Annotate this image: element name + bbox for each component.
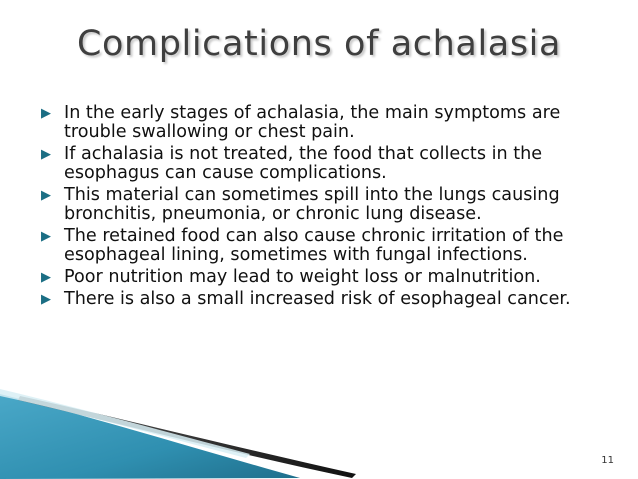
bullet-text: If achalasia is not treated, the food that collects in the esophagus can cause complications. (64, 144, 543, 183)
arrow-bullet-icon: ▶ (41, 188, 51, 203)
arrow-bullet-icon: ▶ (41, 292, 51, 307)
swoosh-teal-shape (0, 394, 300, 479)
bullet-text: There is also a small increased risk of esophageal cancer. (64, 289, 571, 309)
decorative-swoosh (0, 388, 360, 479)
arrow-bullet-icon: ▶ (41, 106, 51, 121)
page-number: 11 (601, 455, 614, 466)
arrow-bullet-icon: ▶ (41, 270, 51, 285)
bullet-text: The retained food can also cause chronic irritation of the esophageal lining, sometimes with fungal infections. (64, 226, 564, 265)
bullet-text: In the early stages of achalasia, the main symptoms are trouble swallowing or chest pain. (64, 103, 561, 142)
arrow-bullet-icon: ▶ (41, 147, 51, 162)
bullet-item (40, 268, 615, 287)
bullet-list (40, 104, 615, 312)
bullet-item (40, 290, 615, 309)
bullet-item (40, 227, 615, 265)
bullet-item (40, 186, 615, 224)
bullet-item (40, 104, 615, 142)
slide-title: Complications of achalasia (76, 24, 562, 64)
bullet-text: This material can sometimes spill into the lungs causing bronchitis, pneumonia, or chronic lung disease. (64, 185, 560, 224)
bullet-text: Poor nutrition may lead to weight loss or malnutrition. (64, 267, 541, 287)
bullet-item (40, 145, 615, 183)
arrow-bullet-icon: ▶ (41, 229, 51, 244)
